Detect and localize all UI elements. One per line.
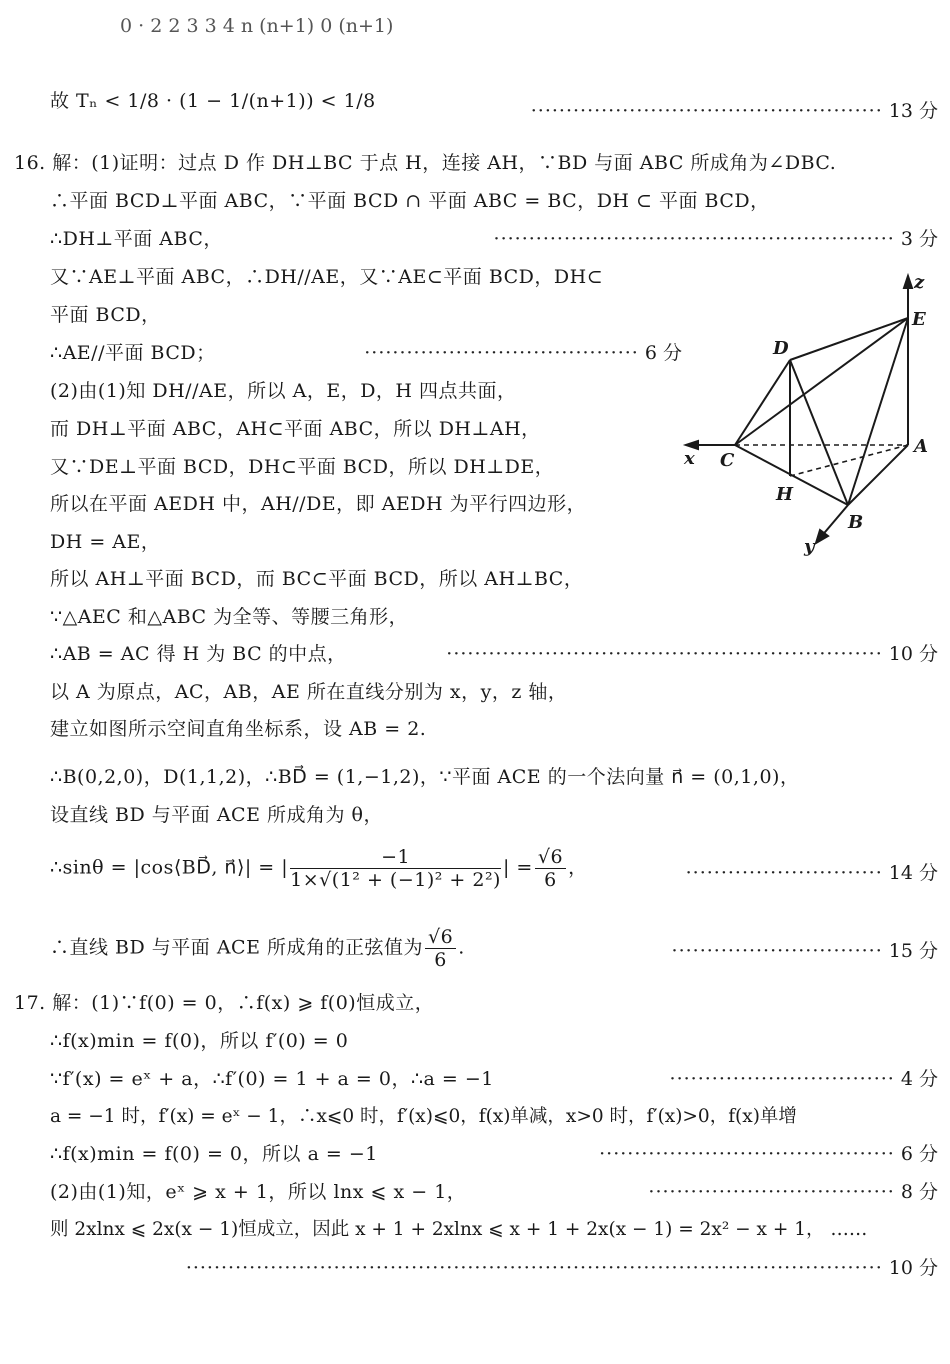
q16-line-17: ∴B(0,2,0)，D(1,1,2)，∴BD⃗ = (1,−1,2)，∵平面 ACE 的一个法向量 n⃗ = (0,1,0)， (50, 766, 800, 788)
sin-fraction (290, 846, 501, 891)
edge-DB (790, 360, 848, 505)
q17-line-7: 则 2xlnx ⩽ 2x(x − 1)恒成立，因此 x + 1 + 2xlnx ⩽ x + 1 + 2x(x − 1) = 2x² − x + 1， …… (50, 1219, 868, 1240)
score-13: ·················································· 13 分 (530, 100, 938, 122)
q16-line-11: DH = AE， (50, 531, 161, 553)
q16-line-14: ∴AB = AC 得 H 为 BC 的中点， (50, 643, 347, 665)
q16-line-10: 所以在平面 AEDH 中，AH//DE，即 AEDH 为平行四边形， (50, 493, 587, 515)
label-B: B (848, 512, 864, 533)
q17-score-10: ··································································································· 10 分 (185, 1257, 938, 1279)
q16-score-14: ···························· 14 分 (685, 862, 938, 884)
sin-den: 1×√(1² + (−1)² + 2²) (290, 869, 501, 891)
q17-line-1: 17. 解：(1)∵f(0) = 0，∴f(x) ⩾ f(0)恒成立， (14, 992, 435, 1014)
q16-line-13: ∵△AEC 和△ABC 为全等、等腰三角形， (50, 606, 409, 628)
conclusion-fraction (425, 926, 456, 971)
q16-line-16: 建立如图所示空间直角坐标系，设 AB = 2. (50, 718, 427, 740)
label-A: A (914, 436, 928, 457)
label-H: H (776, 484, 794, 505)
label-D: D (773, 338, 789, 359)
sin-result (535, 846, 566, 891)
q17-line-3: ∵f′(x) = eˣ + a，∴f′(0) = 1 + a = 0，∴a = −1 (50, 1068, 494, 1090)
q16-line-19: ∴sinθ = |cos⟨BD⃗, n⃗⟩| = | $\frac{-1}{\text{1×√(1² + (−1)² + 2²)}}$ | = $\frac{√6}{6}$ ， (50, 846, 588, 891)
line-13-text: 故 Tₙ < 1/8 · (1 − 1/(n+1)) < 1/8 (50, 90, 376, 112)
q16-line-1: 16. 解：(1)证明：过点 D 作 DH⊥BC 于点 H，连接 AH，∵BD 与面 ABC 所成角为∠DBC. (14, 152, 837, 174)
geometry-figure (680, 270, 940, 560)
q16-line-18: 设直线 BD 与平面 ACE 所成角为 θ， (50, 804, 383, 826)
sin-right: | = (502, 856, 533, 879)
q16-line-3: ∴DH⊥平面 ABC， (50, 228, 223, 250)
q16-score-15: ······························ 15 分 (671, 940, 938, 962)
q16-score-3: ························································· 3 分 (493, 228, 938, 250)
q16-line-9: 又∵DE⊥平面 BCD，DH⊂平面 BCD，所以 DH⊥DE， (50, 456, 555, 478)
q17-line-4: a = −1 时，f′(x) = eˣ − 1，∴x⩽0 时，f′(x)⩽0，f(x)单减，x>0 时，f′(x)>0，f(x)单增 (50, 1106, 797, 1127)
q17-line-2: ∴f(x)min = f(0)，所以 f′(0) = 0 (50, 1030, 349, 1052)
q16-line-12: 所以 AH⊥平面 BCD，而 BC⊂平面 BCD，所以 AH⊥BC， (50, 568, 584, 590)
label-x: x (684, 448, 695, 469)
q16-score-6: ······································· 6 分 (364, 342, 682, 364)
q16-line-2: ∴平面 BCD⊥平面 ABC，∵平面 BCD ∩ 平面 ABC = BC，DH ⊂ 平面 BCD， (50, 190, 770, 212)
q17-score-6: ·········································· 6 分 (599, 1143, 938, 1165)
q16-score-10: ······························································ 10 分 (446, 643, 938, 665)
q17-score-4: ································ 4 分 (669, 1068, 938, 1090)
q16-line-15: 以 A 为原点，AC，AB，AE 所在直线分别为 x，y，z 轴， (50, 681, 568, 703)
q16-line-6: ∴AE//平面 BCD； (50, 342, 216, 364)
edge-CE (735, 318, 908, 445)
q17-line-6: (2)由(1)知，eˣ ⩾ x + 1，所以 lnx ⩽ x − 1， (50, 1181, 467, 1203)
line-13 (50, 88, 376, 114)
edge-CD (735, 360, 790, 445)
z-arrow (904, 276, 912, 288)
label-E: E (912, 309, 926, 330)
label-y: y (804, 536, 815, 557)
conclusion-text: ∴直线 BD 与平面 ACE 所成角的正弦值为 (50, 936, 423, 959)
label-C: C (720, 450, 735, 471)
sin-result-den: 6 (544, 869, 557, 891)
sin-left: ∴sinθ = |cos⟨BD⃗, n⃗⟩| = | (50, 856, 289, 879)
conclusion-den: 6 (434, 949, 447, 971)
sin-num: −1 (290, 846, 501, 869)
edge-HA-dashed (790, 445, 908, 476)
q17-score-8: ··································· 8 分 (648, 1181, 938, 1203)
cut-off-text: 0 · 2 2 3 3 4 n (n+1) 0 (n+1) (120, 15, 394, 37)
conclusion-num: √6 (425, 926, 456, 949)
cut-off-line (0, 15, 950, 70)
q17-line-5: ∴f(x)min = f(0) = 0，所以 a = −1 (50, 1143, 378, 1165)
q16-line-20: ∴直线 BD 与平面 ACE 所成角的正弦值为 $\frac{√6}{6}$ . (50, 926, 465, 971)
sin-result-num: √6 (535, 846, 566, 869)
q16-line-8: 而 DH⊥平面 ABC，AH⊂平面 ABC，所以 DH⊥AH， (50, 418, 541, 440)
label-z: z (914, 272, 925, 293)
q16-line-7: (2)由(1)知 DH//AE，所以 A，E，D，H 四点共面， (50, 380, 517, 402)
edge-EB (848, 318, 908, 505)
q16-line-4: 又∵AE⊥平面 ABC，∴DH//AE，又∵AE⊂平面 BCD，DH⊂ (50, 266, 604, 288)
q16-line-5: 平面 BCD， (50, 304, 161, 326)
